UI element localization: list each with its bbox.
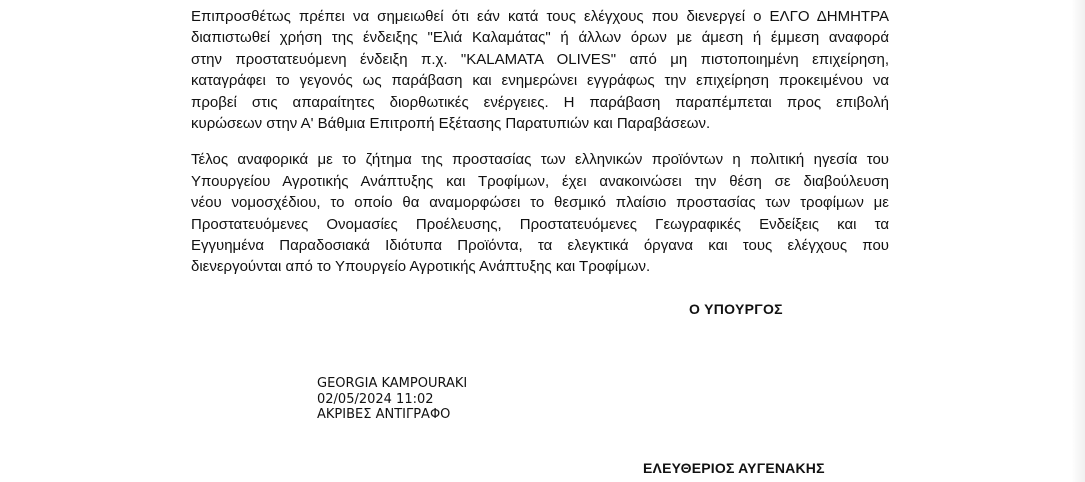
stamp-signer: GEORGIA KAMPOURAKI — [317, 376, 468, 391]
text-line: νέου νομοσχέδιου, το οποίο θα αναμορφώσει το θεσμικό πλαίσιο προστασίας των τροφίμων με — [191, 194, 889, 212]
paragraph-legislation — [191, 149, 889, 277]
text-line: διενεργούνται από το Υπουργείο Αγροτικής Ανάπτυξης και Τροφίμων. — [191, 258, 651, 276]
document-body — [191, 6, 889, 293]
text-line: Εγγυημένα Παραδοσιακά Ιδιότυπα Προϊόντα, τα ελεγκτικά όργανα και τους ελέγχους που — [191, 237, 889, 255]
text-line: στην προστατευόμενη ένδειξη π.χ. "KALAMATA OLIVES" από μη πιστοποιημένη επιχείρηση, — [191, 50, 889, 68]
text-line: καταγράφει το γεγονός ως παράβαση και ενημερώνει εγγράφως την επιχείρηση προκειμένου να — [191, 72, 889, 90]
text-line: Υπουργείου Αγροτικής Ανάπτυξης και Τροφίμων, έχει ανακοινώσει την θέση σε διαβούλευση — [191, 172, 889, 190]
text-line: Προστατευόμενες Ονομασίες Προέλευσης, Προστατευόμενες Γεωγραφικές Ενδείξεις και τα — [191, 215, 889, 233]
text-line: κυρώσεων στην Α' Βάθμια Επιτροπή Εξέτασης Παρατυπιών και Παραβάσεων. — [191, 115, 711, 133]
stamp-datetime: 02/05/2024 11:02 — [317, 391, 434, 407]
text-line: Επιπροσθέτως πρέπει να σημειωθεί ότι εάν κατά τους ελέγχους που διενεργεί ο ΕΛΓΟ ΔΗΜΗΤΡΑ — [191, 8, 889, 25]
text-line: προβεί στις απαραίτητες διορθωτικές ενέργειες. Η παράβαση παραπέμπεται προς επιβολή — [191, 93, 889, 111]
text-line: διαπιστωθεί χρήση της ένδειξης "Ελιά Καλαμάτας" ή άλλων όρων με άμεση ή έμμεση αναφορά — [191, 29, 889, 47]
minister-name: ΕΛΕΥΘΕΡΙΟΣ ΑΥΓΕΝΑΚΗΣ — [643, 460, 825, 476]
minister-title: Ο ΥΠΟΥΡΓΟΣ — [689, 301, 783, 317]
stamp-note: ΑΚΡΙΒΕΣ ΑΝΤΙΓΡΑΦΟ — [317, 407, 451, 422]
paragraph-inspections — [191, 6, 889, 134]
page-edge-shade — [1071, 0, 1085, 482]
digital-signature-stamp — [317, 376, 467, 423]
text-line: Τέλος αναφορικά με το ζήτημα της προστασίας των ελληνικών προϊόντων η πολιτική ηγεσία του — [191, 151, 889, 169]
